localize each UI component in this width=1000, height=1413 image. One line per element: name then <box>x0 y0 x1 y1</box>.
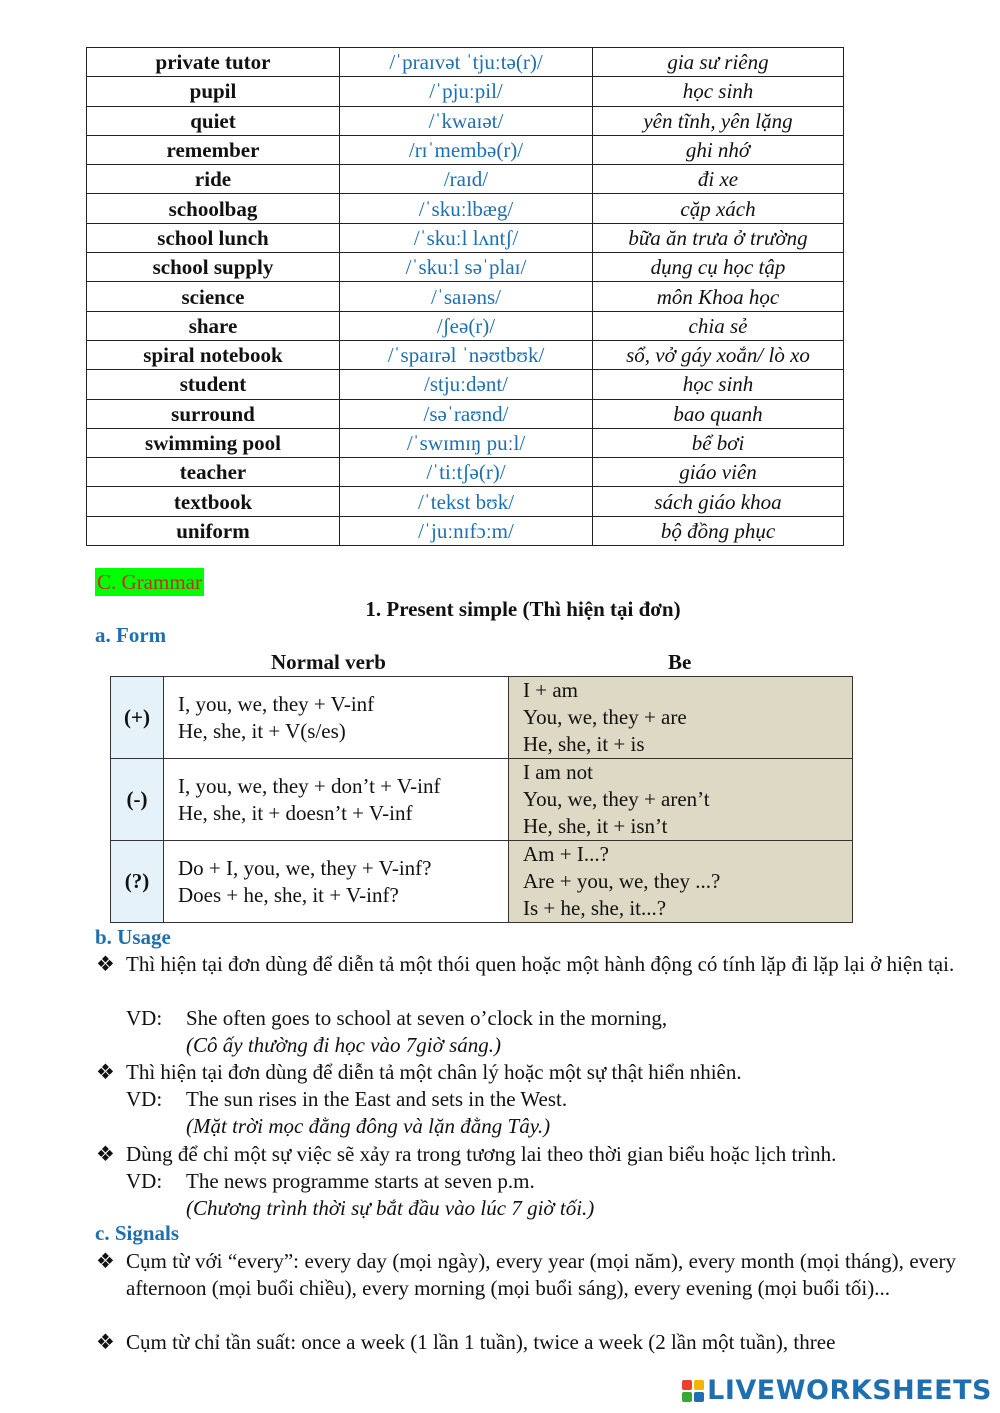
form-row <box>111 759 853 841</box>
vocab-meaning: sổ, vở gáy xoắn/ lò xo <box>593 340 844 369</box>
vocab-row <box>87 340 844 369</box>
vocab-word: quiet <box>87 106 340 135</box>
vocab-row <box>87 516 844 545</box>
vocab-ipa: /ˈtiːtʃə(r)/ <box>340 458 593 487</box>
form-sign: (?) <box>111 841 164 923</box>
form-sign: (+) <box>111 677 164 759</box>
normal-verb-line: Does + he, she, it + V-inf? <box>178 882 399 907</box>
example-label: VD: <box>126 1169 163 1193</box>
vocab-row <box>87 399 844 428</box>
normal-verb-line: I, you, we, they + V-inf <box>178 691 375 716</box>
vocab-word: teacher <box>87 458 340 487</box>
vocab-word: schoolbag <box>87 194 340 223</box>
vocab-ipa: /ˈswɪmɪŋ puːl/ <box>340 428 593 457</box>
be-line: You, we, they + aren’t <box>523 787 710 811</box>
vocab-meaning: bộ đồng phục <box>593 516 844 545</box>
vocab-meaning: học sinh <box>593 77 844 106</box>
form-table <box>110 676 853 923</box>
signal-text: Cụm từ chỉ tần suất: once a week (1 lần 1 tuần), twice a week (2 lần một tuần), three <box>126 1330 836 1354</box>
example-translation: (Chương trình thời sự bắt đầu vào lúc 7 giờ tối.) <box>186 1196 595 1220</box>
vocab-word: spiral notebook <box>87 340 340 369</box>
vocab-row <box>87 165 844 194</box>
usage-text: Thì hiện tại đơn dùng để diễn tả một chân lý hoặc một sự thật hiển nhiên. <box>126 1060 742 1084</box>
example-translation: (Mặt trời mọc đằng đông và lặn đằng Tây.) <box>186 1114 551 1138</box>
usage-text: Dùng để chỉ một sự việc sẽ xảy ra trong tương lai theo thời gian biểu hoặc lịch trình. <box>126 1142 837 1166</box>
vocab-word: pupil <box>87 77 340 106</box>
vocab-row <box>87 194 844 223</box>
example-text: The news programme starts at seven p.m. <box>186 1169 535 1193</box>
normal-verb-column-header: Normal verb <box>271 650 386 674</box>
normal-verb-line: I, you, we, they + don’t + V-inf <box>178 773 441 798</box>
vocab-row <box>87 282 844 311</box>
vocab-meaning: học sinh <box>593 370 844 399</box>
vocab-row <box>87 311 844 340</box>
usage-example <box>126 1168 535 1195</box>
diamond-bullet-icon: ❖ <box>96 1330 115 1354</box>
normal-verb-line: He, she, it + V(s/es) <box>178 718 346 743</box>
form-sign: (-) <box>111 759 164 841</box>
be-cell <box>509 841 853 923</box>
vocab-row <box>87 428 844 457</box>
be-line: Are + you, we, they ...? <box>523 869 721 893</box>
vocab-ipa: /ˈskuːl lʌntʃ/ <box>340 223 593 252</box>
normal-verb-cell <box>164 677 509 759</box>
vocab-row <box>87 458 844 487</box>
vocab-meaning: cặp xách <box>593 194 844 223</box>
vocab-row <box>87 253 844 282</box>
be-line: He, she, it + is <box>523 732 645 756</box>
example-translation: (Cô ấy thường đi học vào 7giờ sáng.) <box>186 1033 501 1057</box>
logo-text: LIVEWORKSHEETS <box>707 1375 992 1406</box>
vocab-row <box>87 48 844 77</box>
vocabulary-table <box>86 47 844 546</box>
vocab-ipa: /ˈpraɪvət ˈtjuːtə(r)/ <box>340 48 593 77</box>
signal-text: Cụm từ với “every”: every day (mọi ngày), every year (mọi năm), every month (mọi tháng), every afternoon (mọi buổi chiều), every morning (mọi buổi sáng), every evening (mọi buổi tối)... <box>126 1249 956 1300</box>
vocab-meaning: bao quanh <box>593 399 844 428</box>
diamond-bullet-icon: ❖ <box>96 952 115 976</box>
diamond-bullet-icon: ❖ <box>96 1060 115 1084</box>
form-heading: a. Form <box>95 623 167 647</box>
normal-verb-line: He, she, it + doesn’t + V-inf <box>178 800 413 825</box>
vocab-meaning: đi xe <box>593 165 844 194</box>
be-line: I + am <box>523 678 578 702</box>
be-column-header: Be <box>668 650 692 674</box>
vocab-word: private tutor <box>87 48 340 77</box>
vocab-row <box>87 223 844 252</box>
usage-example <box>126 1086 567 1113</box>
vocab-meaning: ghi nhớ <box>593 135 844 164</box>
vocab-row <box>87 487 844 516</box>
be-line: You, we, they + are <box>523 705 687 729</box>
be-line: I am not <box>523 760 593 784</box>
example-text: The sun rises in the East and sets in the West. <box>186 1087 568 1111</box>
vocab-ipa: /ˈsaɪəns/ <box>340 282 593 311</box>
normal-verb-cell <box>164 841 509 923</box>
vocab-ipa: /səˈraʊnd/ <box>340 399 593 428</box>
diamond-bullet-icon: ❖ <box>96 1249 115 1273</box>
vocab-meaning: bể bơi <box>593 428 844 457</box>
vocab-word: swimming pool <box>87 428 340 457</box>
vocab-ipa: /raɪd/ <box>340 165 593 194</box>
vocab-ipa: /ˈpjuːpil/ <box>340 77 593 106</box>
vocab-row <box>87 106 844 135</box>
be-line: Am + I...? <box>523 842 609 866</box>
vocab-word: ride <box>87 165 340 194</box>
be-cell <box>509 677 853 759</box>
grammar-heading: C. Grammar <box>97 570 202 594</box>
signal-item <box>96 1329 956 1356</box>
form-row <box>111 677 853 759</box>
signals-heading: c. Signals <box>95 1221 180 1245</box>
liveworksheets-logo-icon <box>682 1380 704 1402</box>
vocab-meaning: yên tĩnh, yên lặng <box>593 106 844 135</box>
vocab-word: surround <box>87 399 340 428</box>
vocab-meaning: gia sư riêng <box>593 48 844 77</box>
vocab-ipa: /ˈspaɪrəl ˈnəʊtbʊk/ <box>340 340 593 369</box>
signal-item <box>96 1248 956 1302</box>
vocab-ipa: /rɪˈmembə(r)/ <box>340 135 593 164</box>
vocab-word: share <box>87 311 340 340</box>
diamond-bullet-icon: ❖ <box>96 1142 115 1166</box>
vocab-word: textbook <box>87 487 340 516</box>
vocab-ipa: /ˈskuːlbæg/ <box>340 194 593 223</box>
usage-item <box>96 951 956 978</box>
vocab-ipa: /ˈskuːl səˈplaɪ/ <box>340 253 593 282</box>
section-title: 1. Present simple (Thì hiện tại đơn) <box>365 597 681 621</box>
vocab-row <box>87 77 844 106</box>
vocab-meaning: bữa ăn trưa ở trường <box>593 223 844 252</box>
vocab-ipa: /stjuːdənt/ <box>340 370 593 399</box>
vocab-ipa: /ˈkwaɪət/ <box>340 106 593 135</box>
vocab-word: uniform <box>87 516 340 545</box>
be-line: He, she, it + isn’t <box>523 814 668 838</box>
vocab-word: student <box>87 370 340 399</box>
usage-example <box>126 1005 667 1032</box>
form-row <box>111 841 853 923</box>
vocab-meaning: môn Khoa học <box>593 282 844 311</box>
vocab-word: school supply <box>87 253 340 282</box>
vocab-meaning: giáo viên <box>593 458 844 487</box>
vocab-word: science <box>87 282 340 311</box>
example-label: VD: <box>126 1087 163 1111</box>
vocab-word: school lunch <box>87 223 340 252</box>
vocab-ipa: /ʃeə(r)/ <box>340 311 593 340</box>
vocab-word: remember <box>87 135 340 164</box>
usage-text: Thì hiện tại đơn dùng để diễn tả một thói quen hoặc một hành động có tính lặp đi lặp lại ở hiện tại. <box>126 952 955 976</box>
be-cell <box>509 759 853 841</box>
normal-verb-line: Do + I, you, we, they + V-inf? <box>178 855 432 880</box>
vocab-row <box>87 370 844 399</box>
vocab-ipa: /ˈjuːnɪfɔːm/ <box>340 516 593 545</box>
vocab-meaning: dụng cụ học tập <box>593 253 844 282</box>
usage-item <box>96 1141 956 1168</box>
normal-verb-cell <box>164 759 509 841</box>
vocab-meaning: chia sẻ <box>593 311 844 340</box>
usage-heading: b. Usage <box>95 925 171 949</box>
vocab-row <box>87 135 844 164</box>
usage-item <box>96 1059 956 1086</box>
liveworksheets-logo[interactable] <box>682 1375 992 1406</box>
be-line: Is + he, she, it...? <box>523 896 667 920</box>
example-label: VD: <box>126 1006 163 1030</box>
vocab-meaning: sách giáo khoa <box>593 487 844 516</box>
vocab-ipa: /ˈtekst bʊk/ <box>340 487 593 516</box>
example-text: She often goes to school at seven o’clock in the morning, <box>186 1006 668 1030</box>
